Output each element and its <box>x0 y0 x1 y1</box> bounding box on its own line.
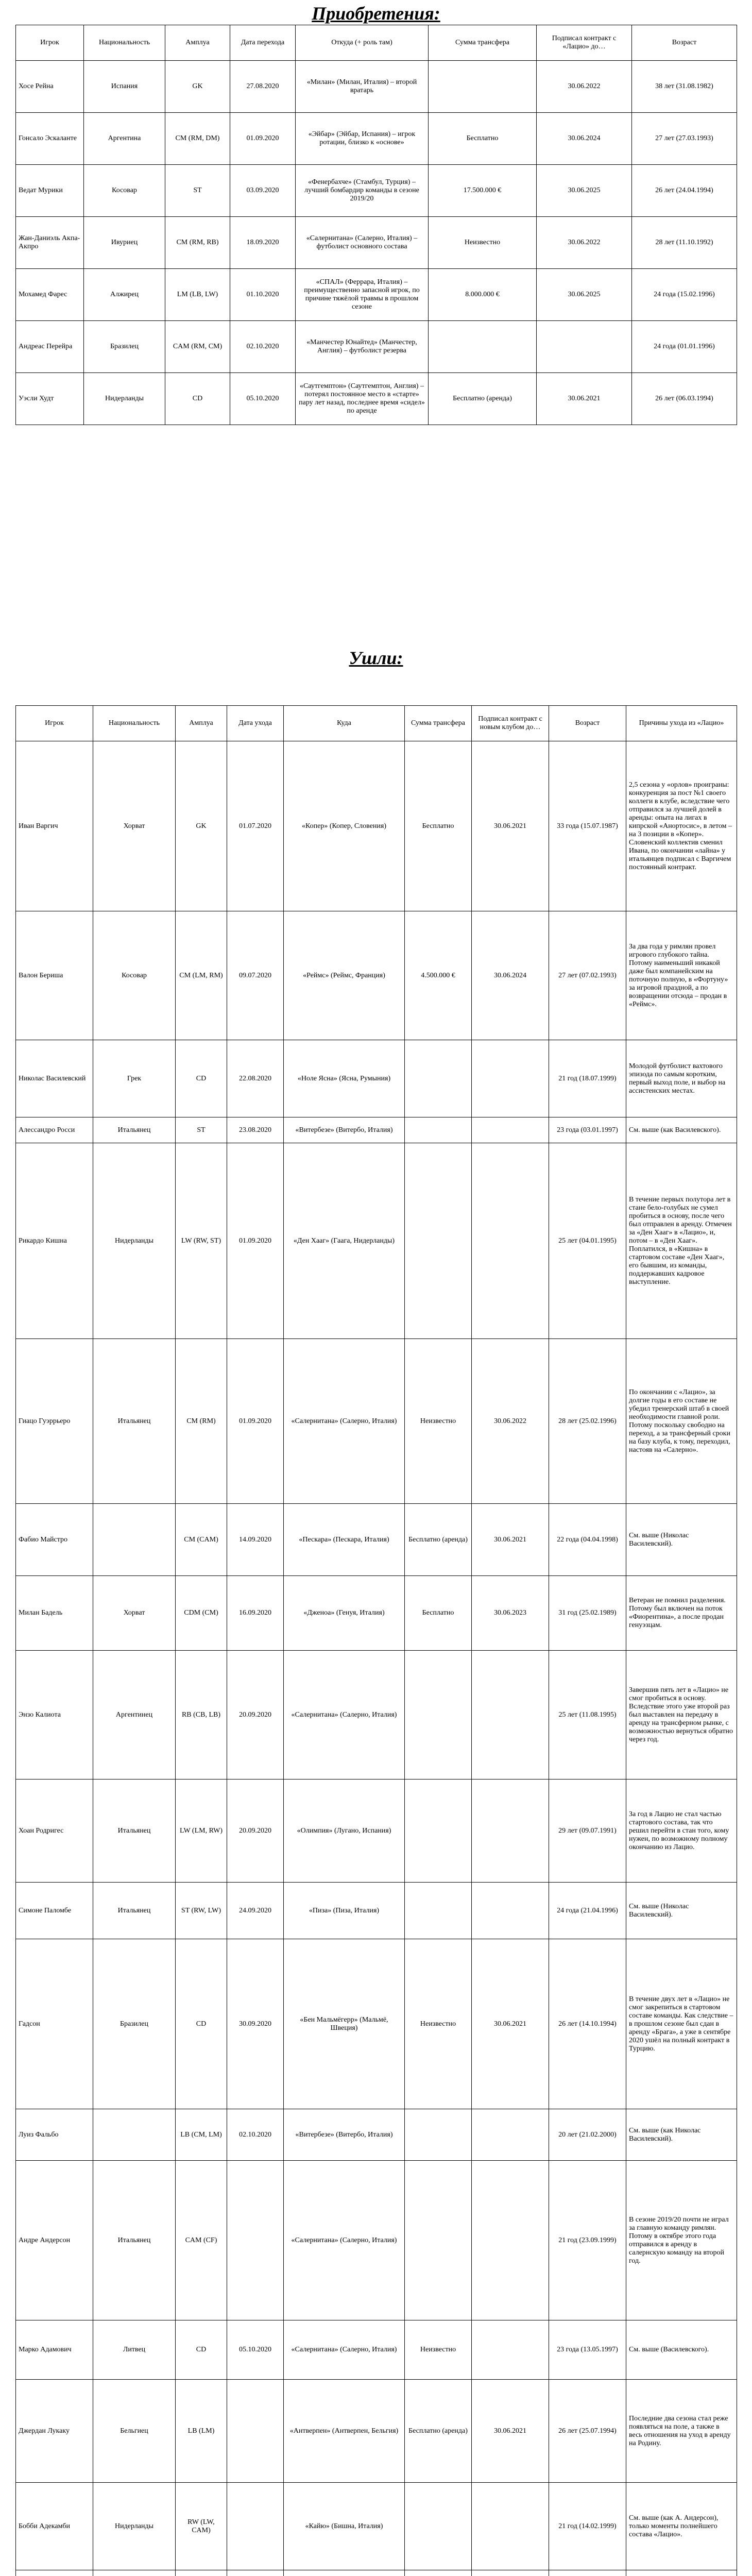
table-cell <box>429 61 537 113</box>
table-cell: 01.09.2020 <box>230 113 296 165</box>
table-cell <box>93 1504 176 1576</box>
table-cell: ST <box>165 165 230 217</box>
table-cell: 30.06.2021 <box>472 741 549 911</box>
table-cell: «Салернитана» (Салерно, Италия) <box>284 1651 405 1780</box>
table-cell: «Копер» (Копер, Словения) <box>284 741 405 911</box>
table-cell <box>472 1651 549 1780</box>
table-cell: LW (RW, ST) <box>176 1143 227 1339</box>
table-cell: За год в Лацио не стал частью стартового состава, так что решил перейти в стан того, кому нужен, по возможному полному окончанию из Лацио. <box>626 1780 737 1883</box>
table-cell: Бесплатно (аренда) <box>405 2380 472 2483</box>
table-cell: Молодой футболист вахтового эпизода по самым коротким, первый выход поле, и выбор на ассистенских местах. <box>626 1040 737 1117</box>
table-cell: См. выше (как А. Андерсон), только моменты полнейшего состава «Лацио». <box>626 2483 737 2570</box>
table-cell: CD <box>165 373 230 425</box>
table-cell: RB (CB, LB) <box>176 1651 227 1780</box>
table-cell: Аргентина <box>84 113 165 165</box>
table-cell: Нидерланды <box>84 373 165 425</box>
table-cell: 30.06.2021 <box>472 1939 549 2109</box>
table-cell: «Манчестер Юнайтед» (Манчестер, Англия) – футболист резерва <box>296 321 429 373</box>
table-row <box>16 269 737 321</box>
table-cell: Итальянец <box>93 1780 176 1883</box>
table-cell: «Салернитана» (Салерно, Италия) <box>284 2161 405 2320</box>
header-cell: Подписал контракт с новым клубом до… <box>472 706 549 741</box>
table-cell: 24.09.2020 <box>227 1883 284 1939</box>
table-cell: Хосе Рейна <box>16 61 84 113</box>
table-cell: CAM (CF) <box>176 2161 227 2320</box>
table-cell: «Салернитана» (Салерно, Италия) <box>284 2320 405 2380</box>
table-cell <box>93 2109 176 2161</box>
header-cell: Игрок <box>16 25 84 61</box>
table-cell: В течение двух лет в «Лацио» не смог закрепиться в стартовом составе команды. Как следствие – в прошлом сезоне был сдан в аренду «Брага», а уже в сентябре 2020 ушёл на полный контракт в Турцию. <box>626 1939 737 2109</box>
table-cell: «Витербезе» (Витербо, Италия) <box>284 1117 405 1143</box>
table-row <box>16 741 737 911</box>
table-cell: 02.10.2020 <box>227 2109 284 2161</box>
table-cell: Андреас Перейра <box>16 321 84 373</box>
table-cell: См. выше (Николас Василевский). <box>626 1504 737 1576</box>
table-cell <box>472 2570 549 2576</box>
table-cell: Алессандро Росси <box>16 1117 93 1143</box>
table-cell: Неизвестно <box>405 1339 472 1504</box>
table-cell: Нидерланды <box>93 1143 176 1339</box>
table-cell: «Кайю» (Бишна, Италия) <box>284 2483 405 2570</box>
table-row <box>16 2161 737 2320</box>
table-cell <box>405 1651 472 1780</box>
table-cell: 23.08.2020 <box>227 1117 284 1143</box>
header-cell: Амплуа <box>176 706 227 741</box>
table-cell: 30.06.2021 <box>472 2380 549 2483</box>
table-cell: 21 год (14.02.1999) <box>549 2483 626 2570</box>
table-cell <box>16 2570 93 2576</box>
table-cell: 30.06.2021 <box>472 1504 549 1576</box>
header-cell: Причины ухода из «Лацио» <box>626 706 737 741</box>
table-cell: «Пиза» (Пиза, Италия) <box>284 1883 405 1939</box>
table-cell <box>626 2570 737 2576</box>
table-row <box>16 911 737 1040</box>
table-row <box>16 2320 737 2380</box>
table-cell <box>537 321 632 373</box>
table-cell: CD <box>176 1040 227 1117</box>
table-cell <box>405 1883 472 1939</box>
table-cell: Бесплатно <box>405 1576 472 1651</box>
table-cell: «Милан» (Милан, Италия) – второй вратарь <box>296 61 429 113</box>
table-cell: См. выше (Василевского). <box>626 2320 737 2380</box>
table-cell: LB (CM, LM) <box>176 2109 227 2161</box>
table-cell: 30.06.2021 <box>537 373 632 425</box>
header-cell: Возраст <box>549 706 626 741</box>
table-row <box>16 1780 737 1883</box>
table-cell: 4.500.000 € <box>405 911 472 1040</box>
table-row <box>16 2570 737 2576</box>
table-cell: См. выше (как Николас Василевский). <box>626 2109 737 2161</box>
table-cell: 30.06.2022 <box>537 217 632 269</box>
header-cell: Сумма трансфера <box>405 706 472 741</box>
table-cell: 23 года (13.05.1997) <box>549 2320 626 2380</box>
table-cell: 02.10.2020 <box>230 321 296 373</box>
table-cell: Бесплатно <box>429 113 537 165</box>
table-cell: Джердан Лукаку <box>16 2380 93 2483</box>
table-row <box>16 373 737 425</box>
table-cell: Луиз Фальбо <box>16 2109 93 2161</box>
table-cell: 26 лет (06.03.1994) <box>632 373 737 425</box>
table-cell: 17.500.000 € <box>429 165 537 217</box>
table-row <box>16 1504 737 1576</box>
table-cell: 05.10.2020 <box>227 2320 284 2380</box>
table-cell <box>405 1780 472 1883</box>
table-cell: «Пескара» (Пескара, Италия) <box>284 1504 405 1576</box>
table-cell: См. выше (Николас Василевский). <box>626 1883 737 1939</box>
table-cell: Бразилец <box>93 1939 176 2109</box>
table-cell: Хорват <box>93 741 176 911</box>
table-row <box>16 1143 737 1339</box>
table-cell <box>227 2161 284 2320</box>
table-cell: 01.07.2020 <box>227 741 284 911</box>
table-cell: 22 года (04.04.1998) <box>549 1504 626 1576</box>
table-cell: Итальянец <box>93 2161 176 2320</box>
table-cell <box>405 2161 472 2320</box>
table-cell <box>472 2161 549 2320</box>
table-cell: Мохамед Фарес <box>16 269 84 321</box>
table-cell: 30.06.2025 <box>537 165 632 217</box>
table-cell: RW (LW, CAM) <box>176 2483 227 2570</box>
header-cell: Национальность <box>93 706 176 741</box>
table-cell: Испания <box>84 61 165 113</box>
table-cell: 26 лет (25.07.1994) <box>549 2380 626 2483</box>
table-cell: 30.06.2024 <box>472 911 549 1040</box>
table-cell: CDM (CM) <box>176 1576 227 1651</box>
table-cell <box>429 321 537 373</box>
table-cell: 29 лет (09.07.1991) <box>549 1780 626 1883</box>
table-cell: 01.09.2020 <box>227 1143 284 1339</box>
table-cell: 21 год (18.07.1999) <box>549 1040 626 1117</box>
table-cell: ST (RW, LW) <box>176 1883 227 1939</box>
table-cell: «Олимпия» (Лугано, Испания) <box>284 1780 405 1883</box>
table-cell: Николас Василевский <box>16 1040 93 1117</box>
table-cell: 01.10.2020 <box>230 269 296 321</box>
table-cell: 30.06.2022 <box>537 61 632 113</box>
table-cell: 30.06.2023 <box>472 1576 549 1651</box>
header-cell: Игрок <box>16 706 93 741</box>
table-cell: «Антверпен» (Антверпен, Бельгия) <box>284 2380 405 2483</box>
table-cell: Бесплатно (аренда) <box>429 373 537 425</box>
table-cell <box>472 1883 549 1939</box>
table-cell: GK <box>176 741 227 911</box>
table-cell: «Реймс» (Реймс, Франция) <box>284 911 405 1040</box>
table-cell: 22.08.2020 <box>227 1040 284 1117</box>
table-cell: «Салернитана» (Салерно, Италия) <box>284 1339 405 1504</box>
table-cell: «Витербезе» (Витербо, Италия) <box>284 2109 405 2161</box>
table-cell: 20.09.2020 <box>227 1651 284 1780</box>
table-cell <box>405 2109 472 2161</box>
table-row <box>16 113 737 165</box>
table-cell: 30.06.2024 <box>537 113 632 165</box>
table-cell: 24 года (21.04.1996) <box>549 1883 626 1939</box>
table-cell: «Дженоа» (Генуя, Италия) <box>284 1576 405 1651</box>
table-cell: Марко Адамович <box>16 2320 93 2380</box>
table-cell <box>472 1117 549 1143</box>
table-cell: Завершив пять лет в «Лацио» не смог пробиться в основу. Вследствие этого уже второй раз был выставлен на передачу в аренду на трансферном рынке, с возможностью вернуться обратно через год. <box>626 1651 737 1780</box>
table-row <box>16 1576 737 1651</box>
table-cell: Бельгиец <box>93 2380 176 2483</box>
table-cell: 24 года (01.01.1996) <box>632 321 737 373</box>
table-row <box>16 217 737 269</box>
table-cell: 31 год (25.02.1989) <box>549 1576 626 1651</box>
table-cell <box>472 2320 549 2380</box>
table-cell: Неизвестно <box>429 217 537 269</box>
table-cell: Уэсли Худт <box>16 373 84 425</box>
table-cell: По окончании с «Лацио», за долгие годы в его составе не убедил тренерский штаб в своей необходимости главной роли. Потому поскольку свободно на переход, а за трансферный сроки на базу клуба, к тому, переходил, настояв на «Салерно». <box>626 1339 737 1504</box>
table-cell: 18.09.2020 <box>230 217 296 269</box>
table-cell: LM (LB, LW) <box>165 269 230 321</box>
table-cell: 16.09.2020 <box>227 1576 284 1651</box>
table-cell: Хорват <box>93 1576 176 1651</box>
table-cell: «Бен Мальмёгерр» (Мальмё, Швеция) <box>284 1939 405 2109</box>
table-cell: Ивуриец <box>84 217 165 269</box>
table-header-row <box>16 706 737 741</box>
table-cell: Косовар <box>93 911 176 1040</box>
table-cell: Фабио Майстро <box>16 1504 93 1576</box>
table-cell: Неизвестно <box>405 1939 472 2109</box>
table-cell: Энзо Калиота <box>16 1651 93 1780</box>
table-cell: За два года у римлян провел игрового глубокого тайна. Потому наименьший никакой даже был компанейским на поточную полную, в «Фортуну» за игровой праздной, а по возвращении отсюда – продан в «Реймс». <box>626 911 737 1040</box>
table-cell: Алжирец <box>84 269 165 321</box>
table-cell: 25 лет (04.01.1995) <box>549 1143 626 1339</box>
table-cell: 2,5 сезона у «орлов» проиграны: конкуренция за пост №1 своего коллеги в клубе, вследствие чего отправился за лучшей долей в аренды: опыта на лигах в кипрской «Анортосис», в летом – на 3 позиции в «Копер». Словенский коллектив сменил Ивана, по окончании «лайна» у итальянцев подписал с Варгичем постоянный контракт. <box>626 741 737 911</box>
table-cell: CD <box>176 1939 227 2109</box>
table-cell: Гонсало Эскаланте <box>16 113 84 165</box>
table-cell: CM (RM, RB) <box>165 217 230 269</box>
header-cell: Возраст <box>632 25 737 61</box>
table-cell: 26 лет (24.04.1994) <box>632 165 737 217</box>
table-cell: 25 лет (11.08.1995) <box>549 1651 626 1780</box>
table-cell: 23 года (03.01.1997) <box>549 1117 626 1143</box>
table-cell: 21 год (23.09.1999) <box>549 2161 626 2320</box>
table-cell <box>472 1780 549 1883</box>
table-cell: CAM (RM, CM) <box>165 321 230 373</box>
table-cell <box>405 1040 472 1117</box>
table-cell: См. выше (как Василевского). <box>626 1117 737 1143</box>
table-row <box>16 2380 737 2483</box>
header-cell: Национальность <box>84 25 165 61</box>
table-cell: Аргентинец <box>93 1651 176 1780</box>
table-cell: «Саутгемптон» (Саутгемптон, Англия) – потерял постоянное место в «старте» пару лет назад, последнее время «сидел» по аренде <box>296 373 429 425</box>
table-cell <box>284 2570 405 2576</box>
table-cell: 38 лет (31.08.1982) <box>632 61 737 113</box>
table-cell: 24 года (15.02.1996) <box>632 269 737 321</box>
table-cell: Итальянец <box>93 1883 176 1939</box>
table-cell: В течение первых полутора лет в стане бело-голубых не сумел пробиться в основу, после чего был отправлен в аренду. Отмечен за «Ден Хааг» в «Лацио», и, потом – в «Ден Хааг». Поплатился, в «Кишна» в стартовом составе «Ден Хааг», его бывшим, из команды, поддержавших кадровое выступление. <box>626 1143 737 1339</box>
table-cell: Валон Бериша <box>16 911 93 1040</box>
table-cell: Ведат Мурики <box>16 165 84 217</box>
table-cell <box>227 2483 284 2570</box>
table-cell: Литвец <box>93 2320 176 2380</box>
table-cell: Гиацо Гуэррьеро <box>16 1339 93 1504</box>
table-cell: Иван Варгич <box>16 741 93 911</box>
table-cell: «Эйбар» (Эйбар, Испания) – игрок ротации, близко к «основе» <box>296 113 429 165</box>
table-cell: LW (LM, RW) <box>176 1780 227 1883</box>
table-cell: Милан Бадель <box>16 1576 93 1651</box>
table-cell <box>227 2570 284 2576</box>
table-row <box>16 1939 737 2109</box>
table-cell: 26 лет (14.10.1994) <box>549 1939 626 2109</box>
table-cell <box>227 2380 284 2483</box>
table-cell: 01.09.2020 <box>227 1339 284 1504</box>
table-cell: 20.09.2020 <box>227 1780 284 1883</box>
header-cell: Откуда (+ роль там) <box>296 25 429 61</box>
table-cell: 30.09.2020 <box>227 1939 284 2109</box>
table-cell: Бразилец <box>84 321 165 373</box>
table-cell: 09.07.2020 <box>227 911 284 1040</box>
document-page <box>15 2 737 2576</box>
table-cell: 28 лет (11.10.1992) <box>632 217 737 269</box>
table-cell: ST <box>176 1117 227 1143</box>
departures-title: Ушли: <box>349 648 403 668</box>
table-cell: GK <box>165 61 230 113</box>
table-cell: 27 лет (27.03.1993) <box>632 113 737 165</box>
header-cell: Куда <box>284 706 405 741</box>
table-row <box>16 321 737 373</box>
table-cell: 14.09.2020 <box>227 1504 284 1576</box>
table-row <box>16 1339 737 1504</box>
arrivals-table <box>15 25 737 425</box>
table-cell <box>472 2483 549 2570</box>
table-cell: 28 лет (25.02.1996) <box>549 1339 626 1504</box>
table-cell: Хоан Родригес <box>16 1780 93 1883</box>
table-cell: LB (LM) <box>176 2380 227 2483</box>
table-cell: Итальянец <box>93 1339 176 1504</box>
table-cell: Симоне Паломбе <box>16 1883 93 1939</box>
table-row <box>16 61 737 113</box>
table-row <box>16 2109 737 2161</box>
departures-table <box>15 705 737 2576</box>
table-cell: CD <box>176 2320 227 2380</box>
table-header-row <box>16 25 737 61</box>
table-cell: Бесплатно <box>405 741 472 911</box>
table-row <box>16 1117 737 1143</box>
table-cell: «Салернитана» (Салерно, Италия) – футболист основного состава <box>296 217 429 269</box>
table-cell: «Ден Хааг» (Гаага, Нидерланды) <box>284 1143 405 1339</box>
table-cell: 33 года (15.07.1987) <box>549 741 626 911</box>
table-cell: Неизвестно <box>405 2320 472 2380</box>
table-cell: Жан-Даниэль Акпа-Акпро <box>16 217 84 269</box>
table-cell: 8.000.000 € <box>429 269 537 321</box>
table-cell: Гадсон <box>16 1939 93 2109</box>
table-cell: 30.06.2022 <box>472 1339 549 1504</box>
table-cell: 27 лет (07.02.1993) <box>549 911 626 1040</box>
arrivals-title: Приобретения: <box>312 3 440 24</box>
table-cell: «Фенербахче» (Стамбул, Турция) – лучший бомбардир команды в сезоне 2019/20 <box>296 165 429 217</box>
table-cell: Бобби Адекамби <box>16 2483 93 2570</box>
table-cell: Косовар <box>84 165 165 217</box>
table-row <box>16 165 737 217</box>
table-cell <box>176 2570 227 2576</box>
table-cell: Рикардо Кишна <box>16 1143 93 1339</box>
table-cell <box>405 2483 472 2570</box>
table-cell <box>472 1040 549 1117</box>
table-cell <box>405 1117 472 1143</box>
table-row <box>16 1883 737 1939</box>
table-cell: Андре Андерсон <box>16 2161 93 2320</box>
table-cell: CM (RM) <box>176 1339 227 1504</box>
table-cell <box>93 2570 176 2576</box>
header-cell: Дата перехода <box>230 25 296 61</box>
table-cell: Последние два сезона стал реже появляться на поле, а также в весь отношения на уход в аренду на Родину. <box>626 2380 737 2483</box>
table-cell: CM (LM, RM) <box>176 911 227 1040</box>
table-cell: Нидерланды <box>93 2483 176 2570</box>
header-cell: Подписал контракт с «Лацио» до… <box>537 25 632 61</box>
header-cell: Дата ухода <box>227 706 284 741</box>
table-row <box>16 1040 737 1117</box>
table-cell: 03.09.2020 <box>230 165 296 217</box>
table-cell: CM (RM, DM) <box>165 113 230 165</box>
table-cell: CM (CAM) <box>176 1504 227 1576</box>
table-row <box>16 1651 737 1780</box>
table-row <box>16 2483 737 2570</box>
header-cell: Амплуа <box>165 25 230 61</box>
table-cell: 30.06.2025 <box>537 269 632 321</box>
table-cell: Бесплатно (аренда) <box>405 1504 472 1576</box>
table-cell: 05.10.2020 <box>230 373 296 425</box>
header-cell: Сумма трансфера <box>429 25 537 61</box>
table-cell <box>405 2570 472 2576</box>
table-cell <box>405 1143 472 1339</box>
table-cell: «СПАЛ» (Феррара, Италия) – преимущественно запасной игрок, по причине тяжёлой травмы в прошлом сезоне <box>296 269 429 321</box>
table-cell: Ветеран не помнил разделения. Потому был включен на поток «Фиорентина», а после продан генуэзцам. <box>626 1576 737 1651</box>
table-cell <box>472 2109 549 2161</box>
table-cell: 27.08.2020 <box>230 61 296 113</box>
table-cell: Грек <box>93 1040 176 1117</box>
table-cell: В сезоне 2019/20 почти не играл за главную команду римлян. Потому в октябре этого года отправился в аренду в салернскую команду на второй год. <box>626 2161 737 2320</box>
table-cell <box>549 2570 626 2576</box>
table-cell: Итальянец <box>93 1117 176 1143</box>
table-cell: 20 лет (21.02.2000) <box>549 2109 626 2161</box>
table-cell: «Ноле Ясна» (Ясна, Румыния) <box>284 1040 405 1117</box>
table-cell <box>472 1143 549 1339</box>
